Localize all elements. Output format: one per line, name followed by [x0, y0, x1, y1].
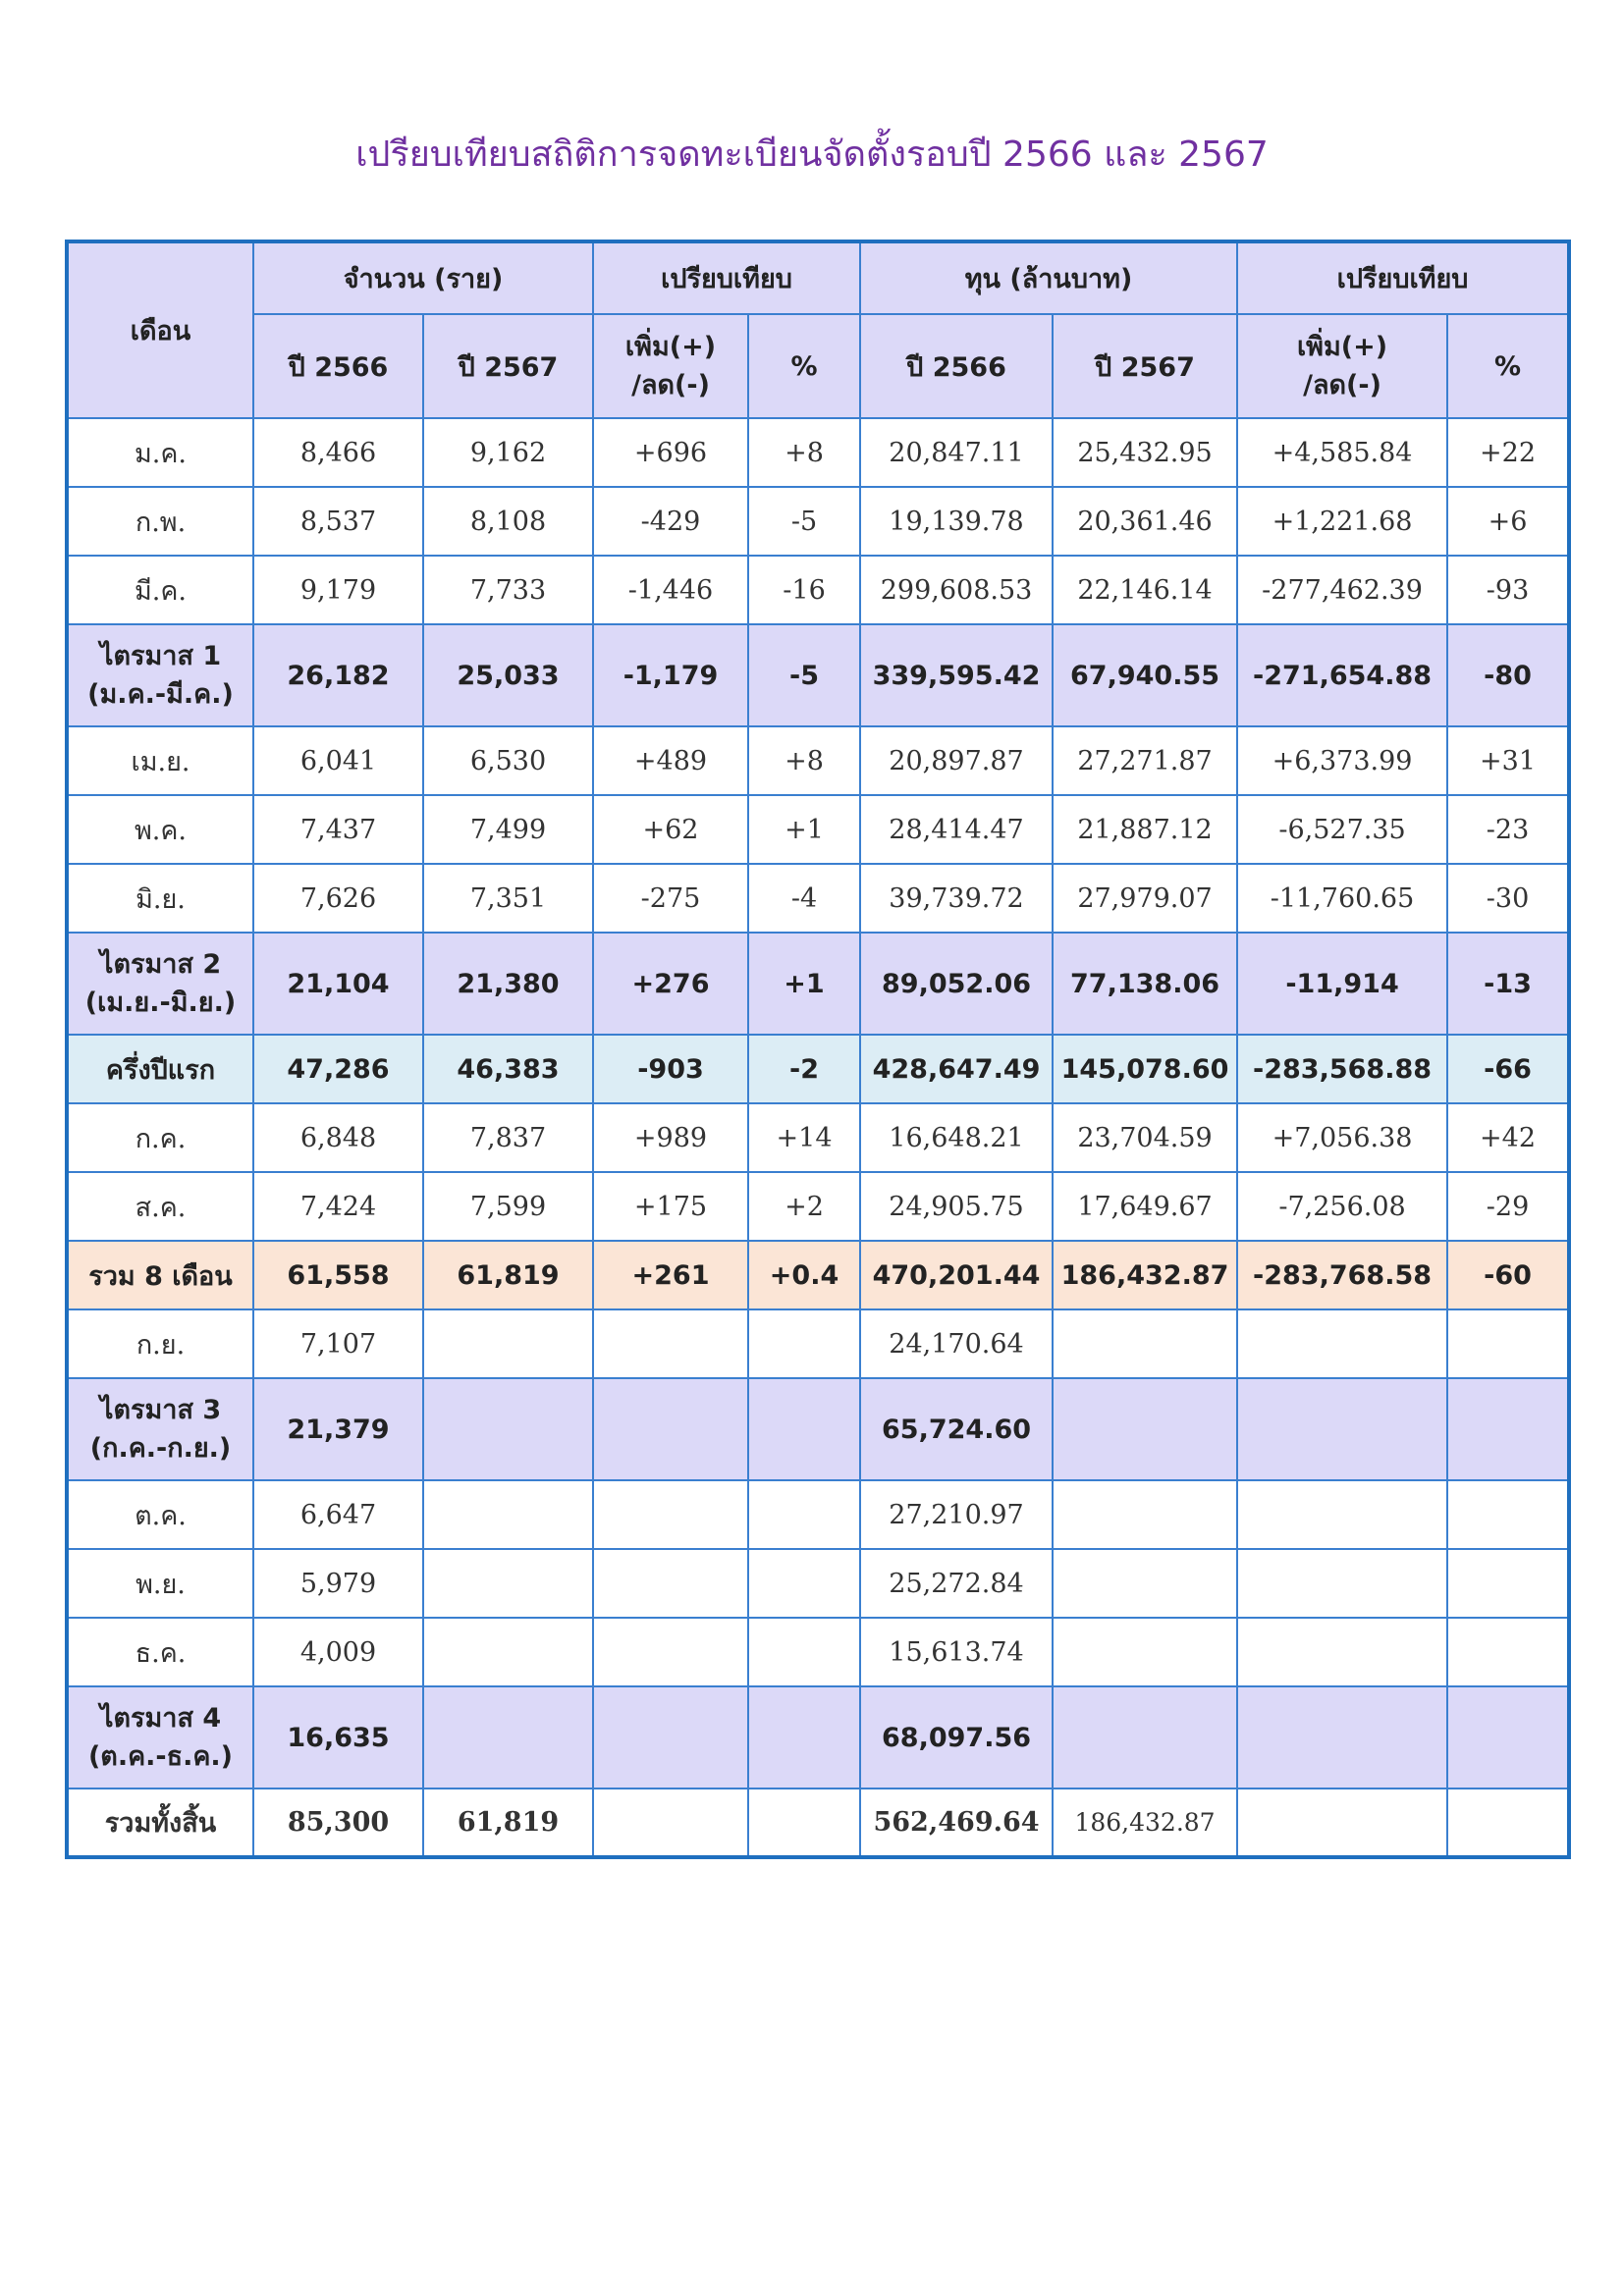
capital-change-cell: +7,056.38	[1237, 1103, 1447, 1172]
count-change-cell	[593, 1789, 748, 1857]
count-2567-header: ปี 2567	[423, 314, 593, 418]
count-2567-cell: 21,380	[423, 933, 593, 1035]
capital-pct-cell	[1447, 1549, 1569, 1618]
count-2567-cell	[423, 1309, 593, 1378]
capital-pct-cell	[1447, 1378, 1569, 1480]
count-2567-cell: 46,383	[423, 1035, 593, 1103]
month-cell: ส.ค.	[67, 1172, 253, 1241]
count-pct-cell	[748, 1618, 860, 1686]
count-2566-cell: 7,107	[253, 1309, 423, 1378]
count-2566-cell: 6,041	[253, 726, 423, 795]
capital-change-cell: -277,462.39	[1237, 556, 1447, 624]
capital-change-cell: +1,221.68	[1237, 487, 1447, 556]
month-cell	[67, 1686, 253, 1789]
table-row	[67, 487, 1569, 556]
table-row	[67, 864, 1569, 933]
table-row	[67, 1035, 1569, 1103]
table-row	[67, 1309, 1569, 1378]
count-2567-cell: 61,819	[423, 1789, 593, 1857]
count-2567-cell	[423, 1686, 593, 1789]
count-pct-cell: +8	[748, 726, 860, 795]
table-row	[67, 1618, 1569, 1686]
capital-2566-cell: 19,139.78	[860, 487, 1053, 556]
capital-2567-cell	[1053, 1480, 1237, 1549]
change-label-line1: เพิ่ม(+)	[1296, 331, 1388, 362]
month-cell: รวมทั้งสิ้น	[67, 1789, 253, 1857]
month-cell: รวม 8 เดือน	[67, 1241, 253, 1309]
table-row	[67, 795, 1569, 864]
count-change-cell: +261	[593, 1241, 748, 1309]
capital-pct-cell: +6	[1447, 487, 1569, 556]
count-2567-cell: 25,033	[423, 624, 593, 726]
month-label-line: (เม.ย.-มิ.ย.)	[84, 988, 237, 1018]
count-2566-cell: 21,379	[253, 1378, 423, 1480]
capital-2566-cell: 39,739.72	[860, 864, 1053, 933]
capital-2566-cell: 20,897.87	[860, 726, 1053, 795]
month-cell	[67, 624, 253, 726]
count-2566-cell: 8,466	[253, 418, 423, 487]
capital-2566-cell: 24,170.64	[860, 1309, 1053, 1378]
count-change-cell: +175	[593, 1172, 748, 1241]
capital-2567-cell: 25,432.95	[1053, 418, 1237, 487]
count-2567-cell: 7,837	[423, 1103, 593, 1172]
count-pct-cell	[748, 1549, 860, 1618]
count-2567-cell: 9,162	[423, 418, 593, 487]
capital-change-cell: -11,914	[1237, 933, 1447, 1035]
count-pct-cell: +0.4	[748, 1241, 860, 1309]
capital-pct-cell: +22	[1447, 418, 1569, 487]
month-cell: ธ.ค.	[67, 1618, 253, 1686]
count-change-cell	[593, 1549, 748, 1618]
capital-pct-header: %	[1447, 314, 1569, 418]
count-2567-cell: 7,599	[423, 1172, 593, 1241]
capital-2566-cell: 27,210.97	[860, 1480, 1053, 1549]
count-change-cell	[593, 1378, 748, 1480]
capital-change-header	[1237, 314, 1447, 418]
count-change-cell	[593, 1309, 748, 1378]
count-pct-cell	[748, 1378, 860, 1480]
count-2566-cell: 16,635	[253, 1686, 423, 1789]
count-pct-cell: +2	[748, 1172, 860, 1241]
count-pct-cell: -5	[748, 487, 860, 556]
count-pct-cell: +1	[748, 933, 860, 1035]
month-label-line: ไตรมาส 1	[99, 640, 222, 671]
count-change-cell: +989	[593, 1103, 748, 1172]
capital-2566-header: ปี 2566	[860, 314, 1053, 418]
count-change-cell: -1,179	[593, 624, 748, 726]
capital-pct-cell: -80	[1447, 624, 1569, 726]
count-2566-cell: 47,286	[253, 1035, 423, 1103]
count-pct-cell: +1	[748, 795, 860, 864]
capital-group-header: ทุน (ล้านบาท)	[860, 241, 1237, 314]
capital-2567-cell	[1053, 1549, 1237, 1618]
capital-change-cell	[1237, 1686, 1447, 1789]
capital-pct-cell: -93	[1447, 556, 1569, 624]
capital-2566-cell: 25,272.84	[860, 1549, 1053, 1618]
table-row	[67, 1241, 1569, 1309]
capital-2567-cell	[1053, 1378, 1237, 1480]
capital-2567-cell	[1053, 1686, 1237, 1789]
count-2567-cell	[423, 1480, 593, 1549]
count-2567-cell: 61,819	[423, 1241, 593, 1309]
count-2566-cell: 6,848	[253, 1103, 423, 1172]
count-2566-cell: 5,979	[253, 1549, 423, 1618]
capital-2567-cell: 186,432.87	[1053, 1241, 1237, 1309]
count-2566-cell: 6,647	[253, 1480, 423, 1549]
count-2567-cell: 7,499	[423, 795, 593, 864]
count-change-cell: -1,446	[593, 556, 748, 624]
count-pct-cell	[748, 1480, 860, 1549]
capital-pct-cell: +42	[1447, 1103, 1569, 1172]
capital-2566-cell: 65,724.60	[860, 1378, 1053, 1480]
table-row	[67, 726, 1569, 795]
capital-pct-cell: -13	[1447, 933, 1569, 1035]
capital-2566-cell: 89,052.06	[860, 933, 1053, 1035]
count-change-header	[593, 314, 748, 418]
capital-change-cell	[1237, 1378, 1447, 1480]
count-change-cell: +62	[593, 795, 748, 864]
header-row-2	[67, 314, 1569, 418]
count-pct-cell	[748, 1789, 860, 1857]
month-cell: มิ.ย.	[67, 864, 253, 933]
count-2567-cell: 7,733	[423, 556, 593, 624]
month-label-line: (ต.ค.-ธ.ค.)	[87, 1741, 234, 1772]
count-2566-cell: 26,182	[253, 624, 423, 726]
count-change-cell: -275	[593, 864, 748, 933]
capital-pct-cell: -66	[1447, 1035, 1569, 1103]
table-row	[67, 624, 1569, 726]
month-cell: มี.ค.	[67, 556, 253, 624]
capital-2566-cell: 339,595.42	[860, 624, 1053, 726]
count-change-cell	[593, 1686, 748, 1789]
capital-compare-header: เปรียบเทียบ	[1237, 241, 1569, 314]
count-2567-cell: 8,108	[423, 487, 593, 556]
capital-2567-cell: 22,146.14	[1053, 556, 1237, 624]
capital-2567-cell: 186,432.87	[1053, 1789, 1237, 1857]
count-pct-header: %	[748, 314, 860, 418]
count-group-header: จำนวน (ราย)	[253, 241, 593, 314]
capital-change-cell: -271,654.88	[1237, 624, 1447, 726]
table-row	[67, 1789, 1569, 1857]
capital-change-cell: +4,585.84	[1237, 418, 1447, 487]
table-body	[67, 418, 1569, 1857]
capital-2566-cell: 68,097.56	[860, 1686, 1053, 1789]
capital-2566-cell: 16,648.21	[860, 1103, 1053, 1172]
month-cell	[67, 1378, 253, 1480]
month-label-line: ไตรมาส 2	[99, 948, 222, 980]
table-row	[67, 1172, 1569, 1241]
capital-pct-cell: -60	[1447, 1241, 1569, 1309]
table-row	[67, 1378, 1569, 1480]
capital-change-cell	[1237, 1789, 1447, 1857]
count-pct-cell: -4	[748, 864, 860, 933]
month-cell: ก.ย.	[67, 1309, 253, 1378]
month-label-line: (ม.ค.-มี.ค.)	[87, 679, 234, 710]
capital-pct-cell	[1447, 1618, 1569, 1686]
capital-2567-cell: 17,649.67	[1053, 1172, 1237, 1241]
count-pct-cell: +8	[748, 418, 860, 487]
count-change-cell	[593, 1480, 748, 1549]
change-label-line2: /ลด(-)	[1303, 370, 1381, 400]
count-2566-cell: 9,179	[253, 556, 423, 624]
count-change-cell: +489	[593, 726, 748, 795]
count-2567-cell: 6,530	[423, 726, 593, 795]
count-change-cell: -903	[593, 1035, 748, 1103]
capital-pct-cell: +31	[1447, 726, 1569, 795]
capital-2566-cell: 562,469.64	[860, 1789, 1053, 1857]
capital-2566-cell: 15,613.74	[860, 1618, 1053, 1686]
month-cell: ก.พ.	[67, 487, 253, 556]
count-2567-cell	[423, 1549, 593, 1618]
table-row	[67, 1103, 1569, 1172]
count-change-cell: -429	[593, 487, 748, 556]
count-2566-header: ปี 2566	[253, 314, 423, 418]
capital-change-cell: -283,768.58	[1237, 1241, 1447, 1309]
month-cell: ต.ค.	[67, 1480, 253, 1549]
count-pct-cell: +14	[748, 1103, 860, 1172]
capital-2567-cell	[1053, 1618, 1237, 1686]
capital-2566-cell: 24,905.75	[860, 1172, 1053, 1241]
month-cell: พ.ย.	[67, 1549, 253, 1618]
capital-pct-cell: -29	[1447, 1172, 1569, 1241]
count-pct-cell: -5	[748, 624, 860, 726]
capital-2566-cell: 428,647.49	[860, 1035, 1053, 1103]
table-row	[67, 933, 1569, 1035]
header-row-1	[67, 241, 1569, 314]
capital-2567-cell	[1053, 1309, 1237, 1378]
count-2566-cell: 61,558	[253, 1241, 423, 1309]
count-2566-cell: 4,009	[253, 1618, 423, 1686]
capital-change-cell	[1237, 1549, 1447, 1618]
month-label-line: (ก.ค.-ก.ย.)	[89, 1433, 232, 1464]
count-2567-cell	[423, 1378, 593, 1480]
capital-2566-cell: 299,608.53	[860, 556, 1053, 624]
count-pct-cell: -2	[748, 1035, 860, 1103]
month-label-line: ไตรมาส 4	[99, 1702, 222, 1734]
capital-2566-cell: 470,201.44	[860, 1241, 1053, 1309]
capital-2567-cell: 21,887.12	[1053, 795, 1237, 864]
capital-pct-cell: -23	[1447, 795, 1569, 864]
capital-2567-cell: 27,271.87	[1053, 726, 1237, 795]
count-pct-cell	[748, 1309, 860, 1378]
capital-2567-cell: 20,361.46	[1053, 487, 1237, 556]
capital-2567-cell: 23,704.59	[1053, 1103, 1237, 1172]
month-cell: ก.ค.	[67, 1103, 253, 1172]
count-change-cell	[593, 1618, 748, 1686]
statistics-table	[65, 240, 1571, 1859]
month-header: เดือน	[67, 241, 253, 418]
count-change-cell: +696	[593, 418, 748, 487]
table-row	[67, 556, 1569, 624]
month-cell: ครึ่งปีแรก	[67, 1035, 253, 1103]
capital-2567-cell: 27,979.07	[1053, 864, 1237, 933]
capital-2567-header: ปี 2567	[1053, 314, 1237, 418]
count-2567-cell: 7,351	[423, 864, 593, 933]
month-cell	[67, 933, 253, 1035]
month-label-line: ไตรมาส 3	[99, 1394, 222, 1425]
table-row	[67, 1480, 1569, 1549]
count-compare-header: เปรียบเทียบ	[593, 241, 860, 314]
month-cell: ม.ค.	[67, 418, 253, 487]
capital-pct-cell	[1447, 1309, 1569, 1378]
change-label-line2: /ลด(-)	[631, 370, 710, 400]
count-2566-cell: 21,104	[253, 933, 423, 1035]
capital-change-cell	[1237, 1309, 1447, 1378]
capital-change-cell	[1237, 1480, 1447, 1549]
count-pct-cell	[748, 1686, 860, 1789]
capital-pct-cell	[1447, 1480, 1569, 1549]
capital-pct-cell	[1447, 1686, 1569, 1789]
capital-change-cell: -6,527.35	[1237, 795, 1447, 864]
count-2566-cell: 7,437	[253, 795, 423, 864]
capital-2567-cell: 67,940.55	[1053, 624, 1237, 726]
capital-change-cell: +6,373.99	[1237, 726, 1447, 795]
capital-change-cell: -11,760.65	[1237, 864, 1447, 933]
capital-2567-cell: 145,078.60	[1053, 1035, 1237, 1103]
page-title: เปรียบเทียบสถิติการจดทะเบียนจัดตั้งรอบปี 2566 และ 2567	[355, 134, 1269, 175]
count-change-cell: +276	[593, 933, 748, 1035]
month-cell: เม.ย.	[67, 726, 253, 795]
capital-pct-cell	[1447, 1789, 1569, 1857]
change-label-line1: เพิ่ม(+)	[624, 331, 717, 362]
table-row	[67, 418, 1569, 487]
count-2566-cell: 7,626	[253, 864, 423, 933]
capital-2567-cell: 77,138.06	[1053, 933, 1237, 1035]
count-pct-cell: -16	[748, 556, 860, 624]
table-row	[67, 1686, 1569, 1789]
capital-change-cell	[1237, 1618, 1447, 1686]
capital-pct-cell: -30	[1447, 864, 1569, 933]
capital-2566-cell: 28,414.47	[860, 795, 1053, 864]
capital-change-cell: -7,256.08	[1237, 1172, 1447, 1241]
capital-change-cell: -283,568.88	[1237, 1035, 1447, 1103]
count-2566-cell: 85,300	[253, 1789, 423, 1857]
table-row	[67, 1549, 1569, 1618]
month-cell: พ.ค.	[67, 795, 253, 864]
capital-2566-cell: 20,847.11	[860, 418, 1053, 487]
count-2566-cell: 8,537	[253, 487, 423, 556]
count-2567-cell	[423, 1618, 593, 1686]
count-2566-cell: 7,424	[253, 1172, 423, 1241]
